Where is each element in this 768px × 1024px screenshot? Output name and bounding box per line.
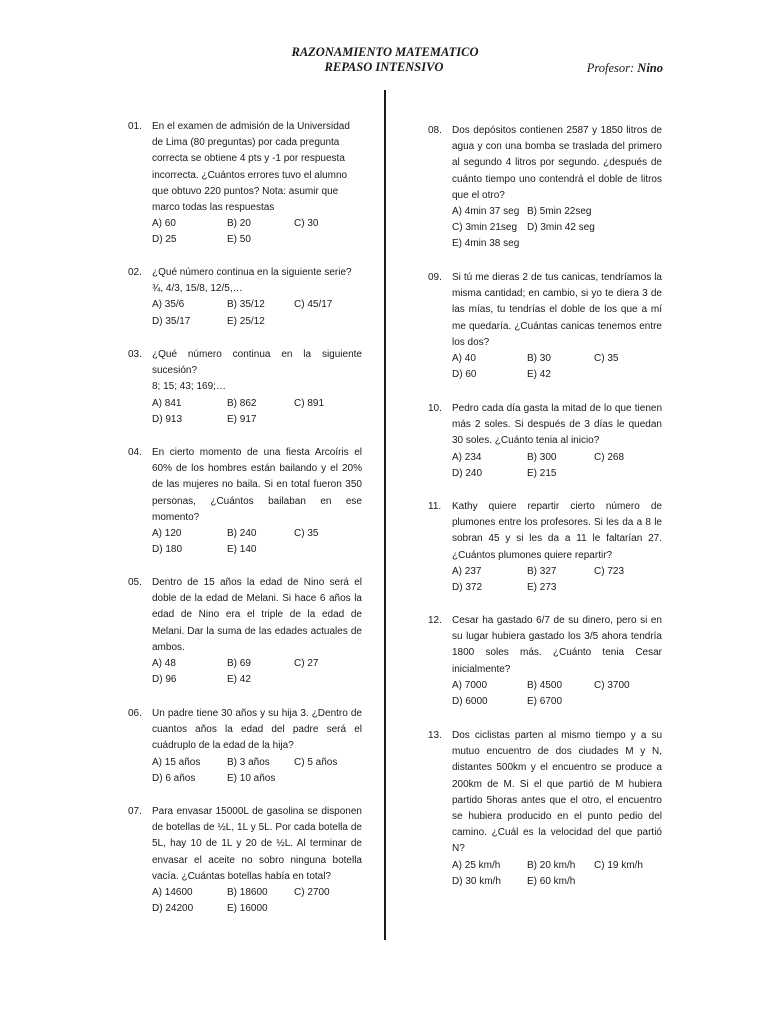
- option-a: A) 841: [152, 397, 182, 409]
- question-number: 11.: [428, 501, 442, 512]
- question-02: [128, 265, 458, 330]
- option-d: D) 372: [452, 582, 483, 594]
- option-d: D) 35/17: [152, 315, 191, 327]
- option-a: A) 40: [452, 353, 476, 365]
- option-a: A) 25 km/h: [452, 859, 501, 871]
- question-number: 05.: [128, 577, 142, 588]
- question-text: En cierto momento de una fiesta Arcoíris el 60% de los hombres están bailando y el 20% de las mujeres no baila. Si en total fueron 350 personas, ¿Cuántos bailaban en ese momento?: [152, 447, 362, 523]
- question-text: Cesar ha gastado 6/7 de su dinero, pero si en su lugar hubiera gastado los 3/5 ahora tendría 1800 soles más. ¿Cuánto tenia Cesar inicialmente?: [452, 615, 662, 675]
- option-b: B) 5min 22seg: [527, 206, 592, 218]
- option-e: E) 42: [227, 674, 251, 686]
- option-c: C) 35: [594, 353, 619, 365]
- option-a: A) 15 años: [152, 756, 201, 768]
- question-01: [128, 119, 458, 249]
- option-b: B) 862: [227, 397, 257, 409]
- option-d: D) 913: [152, 413, 183, 425]
- question-11: [428, 499, 758, 596]
- option-d: D) 30 km/h: [452, 875, 501, 887]
- option-c: C) 27: [294, 658, 319, 670]
- option-e: E) 4min 38 seg: [452, 238, 520, 250]
- option-b: B) 35/12: [227, 299, 265, 311]
- question-text: ¿Qué número continua en la siguiente sucesión? 8; 15; 43; 169;…: [152, 349, 362, 393]
- question-10: [428, 401, 758, 482]
- option-d: D) 240: [452, 467, 483, 479]
- title-line-2: REPASO INTENSIVO: [324, 60, 444, 74]
- option-b: B) 240: [227, 528, 257, 540]
- question-text: Dos ciclistas parten al mismo tiempo y a su mutuo encuentro de dos ciudades M y N, distantes 500km y el encuentro se produce a 200km de M. Si el que partió de M hubiera partido 5horas antes que el otro, el encuentro se hubiera producido en el punto pedio del camino. ¿Cuál es la velocidad del que partió N?: [452, 730, 662, 855]
- option-d: D) 6000: [452, 696, 488, 708]
- question-number: 04.: [128, 447, 142, 458]
- option-b: B) 4500: [527, 679, 563, 691]
- option-a: A) 60: [152, 218, 176, 230]
- option-a: A) 237: [452, 565, 482, 577]
- question-text: Pedro cada día gasta la mitad de lo que tienen más 2 soles. Si después de 3 días le quedan 30 soles. ¿Cuánto tenia al inicio?: [452, 403, 662, 447]
- option-d: D) 24200: [152, 903, 194, 915]
- question-number: 12.: [428, 615, 442, 626]
- option-e: E) 917: [227, 413, 257, 425]
- option-b: B) 300: [527, 451, 557, 463]
- option-c: C) 268: [594, 451, 625, 463]
- question-number: 03.: [128, 349, 142, 360]
- question-number: 01.: [128, 121, 142, 132]
- option-e: E) 42: [527, 369, 551, 381]
- option-b: B) 69: [227, 658, 251, 670]
- option-a: A) 120: [152, 528, 182, 540]
- question-03: [128, 347, 458, 428]
- option-d: D) 6 años: [152, 772, 196, 784]
- option-d: D) 60: [452, 369, 477, 381]
- option-b: B) 18600: [227, 887, 268, 899]
- option-e: E) 6700: [527, 696, 563, 708]
- question-13: [428, 728, 758, 890]
- question-number: 13.: [428, 730, 442, 741]
- option-a: A) 35/6: [152, 299, 185, 311]
- option-c: C) 19 km/h: [594, 859, 643, 871]
- option-d: D) 3min 42 seg: [527, 222, 595, 234]
- question-text: Kathy quiere repartir cierto número de plumones entre los profesores. Si les da a 8 le sobran 45 y si les da a 11 le faltarían 27. ¿Cuántos plumones quiere repartir?: [452, 501, 662, 561]
- option-e: E) 60 km/h: [527, 875, 576, 887]
- option-b: B) 3 años: [227, 756, 270, 768]
- option-a: A) 234: [452, 451, 482, 463]
- question-number: 10.: [428, 403, 442, 414]
- option-b: B) 20: [227, 218, 251, 230]
- question-12: [428, 613, 758, 710]
- question-text: En el examen de admisión de la Universidad de Lima (80 preguntas) por cada pregunta correcta se obtiene 4 pts y -1 por respuesta incorrecta. ¿Cuántos errores tuvo el alumno que obtuvo 220 puntos? Nota: asumir que marco todas las respuestas: [152, 121, 350, 214]
- professor-name: Nino: [637, 61, 663, 75]
- option-c: C) 3700: [594, 679, 630, 691]
- question-text: Si tú me dieras 2 de tus canicas, tendríamos la misma cantidad; en cambio, si yo te diera 3 de las mías, tu tendrías el doble de los que a mí me quedaría. ¿Cuántas canicas tenemos entre los dos?: [452, 272, 662, 348]
- option-b: B) 20 km/h: [527, 859, 576, 871]
- option-c: C) 723: [594, 565, 625, 577]
- option-a: A) 4min 37 seg: [452, 206, 520, 218]
- option-d: D) 180: [152, 544, 183, 556]
- question-text: Para envasar 15000L de gasolina se disponen de botellas de ½L, 1L y 5L. Por cada botella de 5L, hay 10 de 1L y 20 de ½L. Al terminar de envasar el aceite no sobro ninguna botella vacía. ¿Cuántas botellas había en total?: [152, 806, 362, 882]
- professor-credit: [587, 61, 663, 76]
- option-e: E) 16000: [227, 903, 268, 915]
- option-e: E) 273: [527, 582, 557, 594]
- option-c: C) 2700: [294, 887, 330, 899]
- question-text: Dentro de 15 años la edad de Nino será el doble de la edad de Melani. Si hace 6 años la edad de Nino era el triple de la edad de Melani. Dar la suma de las edades actuales de ambos.: [152, 577, 362, 653]
- option-d: D) 96: [152, 674, 177, 686]
- question-number: 02.: [128, 267, 142, 278]
- option-b: B) 327: [527, 565, 557, 577]
- question-05: [128, 575, 458, 688]
- option-e: E) 25/12: [227, 315, 265, 327]
- question-text: Un padre tiene 30 años y su hija 3. ¿Dentro de cuantos años la edad del padre será el cuádruplo de la edad de la hija?: [152, 708, 362, 752]
- question-text: Dos depósitos contienen 2587 y 1850 litros de agua y con una bomba se traslada del primero al segundo 4 litros por segundo. ¿después de cuánto tiempo uno contendrá el doble de litros que el otro?: [452, 125, 662, 201]
- option-c: C) 5 años: [294, 756, 338, 768]
- option-e: E) 140: [227, 544, 257, 556]
- option-e: E) 10 años: [227, 772, 276, 784]
- option-b: B) 30: [527, 353, 551, 365]
- option-c: C) 30: [294, 218, 319, 230]
- option-e: E) 215: [527, 467, 557, 479]
- question-text: ¿Qué número continua en la siguiente serie? ¾, 4/3, 15/8, 12/5,…: [152, 267, 352, 295]
- question-09: [428, 270, 758, 383]
- question-number: 07.: [128, 806, 142, 817]
- question-number: 09.: [428, 272, 442, 283]
- option-a: A) 7000: [452, 679, 488, 691]
- option-c: C) 35: [294, 528, 319, 540]
- option-c: C) 3min 21seg: [452, 222, 518, 234]
- option-e: E) 50: [227, 234, 251, 246]
- option-c: C) 45/17: [294, 299, 333, 311]
- professor-label: Profesor:: [586, 61, 635, 75]
- option-d: D) 25: [152, 234, 177, 246]
- question-number: 08.: [428, 125, 442, 136]
- option-a: A) 48: [152, 658, 176, 670]
- question-07: [128, 804, 458, 917]
- question-08: [428, 123, 758, 253]
- title-line-1: RAZONAMIENTO MATEMATICO: [291, 45, 479, 59]
- option-c: C) 891: [294, 397, 325, 409]
- question-06: [128, 706, 458, 787]
- question-04: [128, 445, 458, 558]
- question-number: 06.: [128, 708, 142, 719]
- option-a: A) 14600: [152, 887, 193, 899]
